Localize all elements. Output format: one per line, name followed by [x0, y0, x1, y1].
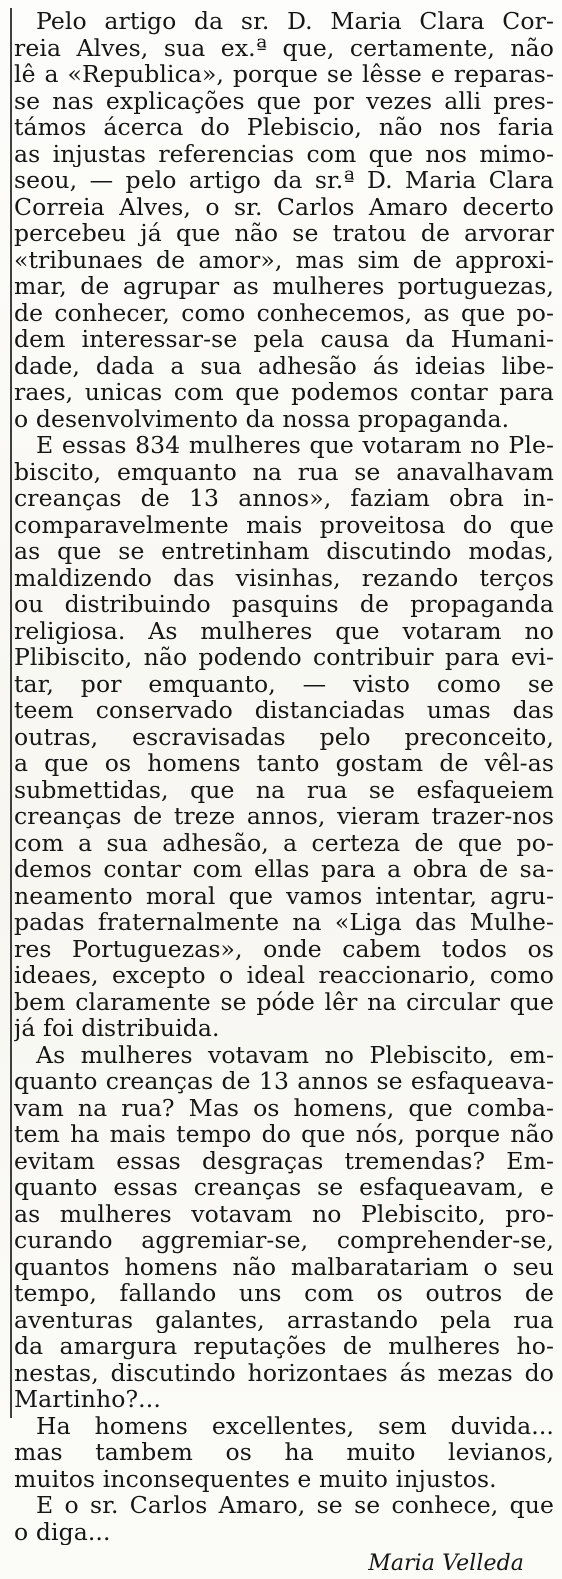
- article-line: neamento moral que vamos intentar, agru-: [14, 882, 554, 909]
- article-line: demos contar com ellas para a obra de sa-: [14, 856, 554, 883]
- article-line: evitam essas desgraças tremendas? Em-: [14, 1147, 554, 1174]
- article-line: quantos homens não malbaratariam o seu: [14, 1253, 554, 1280]
- article-line: tempo, fallando uns com os outros de: [14, 1280, 554, 1307]
- article-line: «tribunaes de amor», mas sim de approxi-: [14, 246, 554, 273]
- article-line: Plibiscito, não podendo contribuir para evi-: [14, 644, 554, 671]
- article-line: já foi distribuida.: [14, 1015, 220, 1042]
- article-line: tar, por emquanto, — visto como se: [14, 670, 554, 697]
- article-line: mas tambem os ha muito levianos,: [14, 1439, 554, 1466]
- article-line: biscito, emquanto na rua se anavalhavam: [14, 458, 554, 485]
- article-column: [14, 8, 554, 1579]
- article-line: E o sr. Carlos Amaro, se se conhece, que: [36, 1492, 554, 1519]
- article-line: quanto essas creanças se esfaqueavam, e: [14, 1174, 554, 1201]
- article-line: res Portuguezas», onde cabem todos os: [14, 935, 554, 962]
- article-line: seou, — pelo artigo da sr.ª D. Maria Clara: [14, 167, 554, 194]
- article-line: támos ácerca do Plebiscio, não nos faria: [14, 114, 554, 141]
- article-line: vam na rua? Mas os homens, que comba-: [14, 1094, 554, 1121]
- article-line: com a sua adhesão, a certeza de que po-: [14, 829, 554, 856]
- article-line: As mulheres votavam no Plebiscito, em-: [36, 1041, 554, 1068]
- article-line: o diga...: [14, 1518, 111, 1545]
- article-line: reia Alves, sua ex.ª que, certamente, não: [14, 34, 554, 61]
- article-line: nestas, discutindo horizontaes ás mezas do: [14, 1359, 554, 1386]
- article-line: teem conservado distanciadas umas das: [14, 697, 554, 724]
- article-line: ideaes, excepto o ideal reaccionario, como: [14, 962, 554, 989]
- article-line: submettidas, que na rua se esfaqueiem: [14, 776, 554, 803]
- article-line: lê a «Republica», porque se lêsse e reparas-: [14, 61, 554, 88]
- article-line: mar, de agrupar as mulheres portuguezas,: [14, 273, 554, 300]
- article-line: religiosa. As mulheres que votaram no: [14, 617, 554, 644]
- column-rule: [10, 8, 12, 1418]
- article-line: se nas explicações que por vezes alli pres-: [14, 87, 554, 114]
- article-line: E essas 834 mulheres que votaram no Ple-: [36, 432, 554, 459]
- article-line: bem claramente se póde lêr na circular que: [14, 988, 554, 1015]
- article-line: maldizendo das visinhas, rezando terços: [14, 564, 554, 591]
- article-line: Ha homens excellentes, sem duvida...: [36, 1412, 554, 1439]
- article-line: creanças de 13 annos», faziam obra in-: [14, 485, 554, 512]
- article-line: de conhecer, como conhecemos, as que po-: [14, 299, 554, 326]
- article-line: padas fraternalmente na «Liga das Mulhe-: [14, 909, 554, 936]
- article-line: aventuras galantes, arrastando pela rua: [14, 1306, 554, 1333]
- article-line: creanças de treze annos, vieram trazer-nos: [14, 803, 554, 830]
- article-line: outras, escravisadas pelo preconceito,: [14, 723, 554, 750]
- article-line: Pelo artigo da sr. D. Maria Clara Cor-: [36, 8, 554, 35]
- article-line: dade, dada a sua adhesão ás ideias libe-: [14, 352, 554, 379]
- article-line: as que se entretinham discutindo modas,: [14, 538, 554, 565]
- article-line: as injustas referencias com que nos mimo-: [14, 140, 554, 167]
- article-line: a que os homens tanto gostam de vêl-as: [14, 750, 554, 777]
- article-line: percebeu já que não se tratou de arvorar: [14, 220, 554, 247]
- article-line: muitos inconsequentes e muito injustos.: [14, 1465, 497, 1492]
- article-line: Correia Alves, o sr. Carlos Amaro decerto: [14, 193, 554, 220]
- article-line: curando aggremiar-se, comprehender-se,: [14, 1227, 554, 1254]
- article-line: as mulheres votavam no Plebiscito, pro-: [14, 1200, 554, 1227]
- article-line: comparavelmente mais proveitosa do que: [14, 511, 554, 538]
- article-line: raes, unicas com que podemos contar para: [14, 379, 554, 406]
- article-line: dem interessar-se pela causa da Humani-: [14, 326, 554, 353]
- article-line: ou distribuindo pasquins de propaganda: [14, 591, 554, 618]
- article-line: Martinho?...: [14, 1386, 161, 1413]
- article-line: quanto creanças de 13 annos se esfaqueava-: [14, 1068, 554, 1095]
- article-line: tem ha mais tempo do que nós, porque não: [14, 1121, 554, 1148]
- article-line: da amargura reputações de mulheres ho-: [14, 1333, 554, 1360]
- article-line: o desenvolvimento da nossa propaganda.: [14, 405, 510, 432]
- author-signature: Maria Velleda: [368, 1551, 524, 1576]
